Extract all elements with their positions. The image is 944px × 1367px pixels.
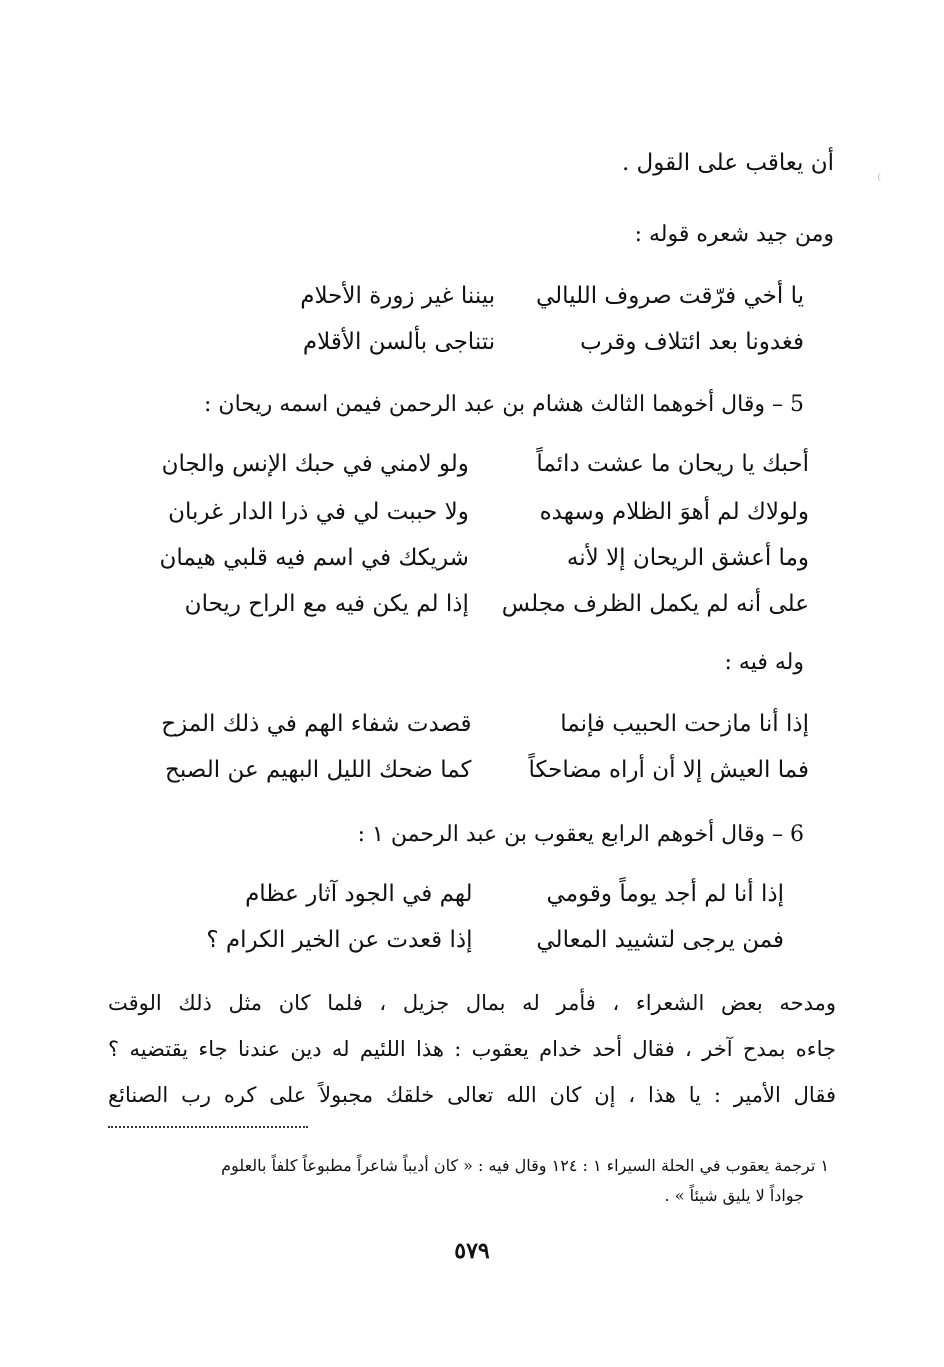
poem1-intro: ومن جيد شعره قوله : — [634, 222, 834, 247]
poem1-verse-1-first: يا أخي فرّقت صروف الليالي — [535, 283, 804, 309]
poem4-verse-1-first: إذا أنا لم أجد يوماً وقومي — [546, 881, 784, 907]
prose-line-2: جاءه بمدح آخر ، فقال أحد خدام يعقوب : هذا اللئيم له دين عندنا جاء يقتضيه ؟ — [108, 1037, 836, 1061]
poem1-verse-1 — [210, 278, 804, 314]
poem2-verse-1-first: أحبك يا ريحان ما عشت دائماً — [536, 451, 809, 477]
poem2-verse-4-second: إذا لم يكن فيه مع الراح ريحان — [184, 591, 469, 617]
poem4-verse-1-second: لهم في الجود آثار عظام — [245, 881, 473, 907]
poem3-intro: وله فيه : — [724, 650, 804, 675]
poem2-verse-3-first: وما أعشق الريحان إلا لأنه — [566, 545, 809, 571]
poem2-verse-2 — [155, 494, 809, 530]
poem3-verse-1-first: إذا أنا مازحت الحبيب فإنما — [560, 711, 809, 737]
poem2-verse-2-second: ولا حببت لي في ذرا الدار غربان — [168, 499, 469, 525]
intro-line: أن يعاقب على القول . — [621, 150, 834, 176]
poem2-verse-3-second: شريكك في اسم فيه قلبي هيمان — [159, 545, 469, 571]
poem2-verse-4-first: على أنه لم يكمل الظرف مجلس — [501, 591, 809, 617]
section-5-heading: 5 – وقال أخوهما الثالث هشام بن عبد الرحمن فيمن اسمه ريحان : — [204, 392, 804, 417]
poem2-verse-2-first: ولولاك لم أهوَ الظلام وسهده — [539, 499, 809, 525]
poem1-verse-2-first: فغدونا بعد ائتلاف وقرب — [580, 329, 804, 355]
poem1-verse-1-second: بيننا غير زورة الأحلام — [300, 283, 496, 309]
footnote-separator — [108, 1126, 308, 1128]
poem2-verse-1 — [155, 446, 809, 482]
page-number: ٥٧٩ — [454, 1238, 490, 1264]
poem4-verse-2-second: إذا قعدت عن الخير الكرام ؟ — [206, 927, 473, 953]
poem2-verse-4 — [155, 586, 809, 622]
poem4-verse-2-first: فمن يرجى لتشييد المعالي — [536, 927, 784, 953]
poem1-verse-2 — [210, 324, 804, 360]
prose-line-3: فقال الأمير : يا هذا ، إن كان الله تعالى خلقك مجبولاً على كره رب الصنائع — [108, 1083, 836, 1107]
prose-line-1: ومدحه بعض الشعراء ، فأمر له بمال جزيل ، فلما كان مثل ذلك الوقت — [108, 991, 836, 1015]
poem4-verse-1 — [185, 876, 784, 912]
poem3-verse-1-second: قصدت شفاء الهم في ذلك المزح — [161, 711, 472, 737]
poem3-verse-2 — [160, 752, 809, 788]
poem2-verse-3 — [155, 540, 809, 576]
poem3-verse-2-first: فما العيش إلا أن أراه مضاحكاً — [528, 757, 809, 783]
footnote-line-1: ١ ترجمة يعقوب في الحلة السيراء ١ : ١٢٤ وقال فيه : « كان أديباً شاعراً مطبوعاً كلفاً بالعلوم — [221, 1156, 829, 1175]
poem3-verse-1 — [160, 706, 809, 742]
footnote-line-2: جواداً لا يليق شيئاً » . — [664, 1186, 804, 1205]
poem1-verse-2-second: نتناجى بألسن الأقلام — [302, 329, 496, 355]
section-6-heading: 6 – وقال أخوهم الرابع يعقوب بن عبد الرحمن ١ : — [357, 822, 804, 847]
margin-speck — [878, 172, 885, 182]
poem2-verse-1-second: ولو لامني في حبك الإنس والجان — [161, 451, 469, 477]
poem4-verse-2 — [185, 922, 784, 958]
poem3-verse-2-second: كما ضحك الليل البهيم عن الصبح — [165, 757, 472, 783]
